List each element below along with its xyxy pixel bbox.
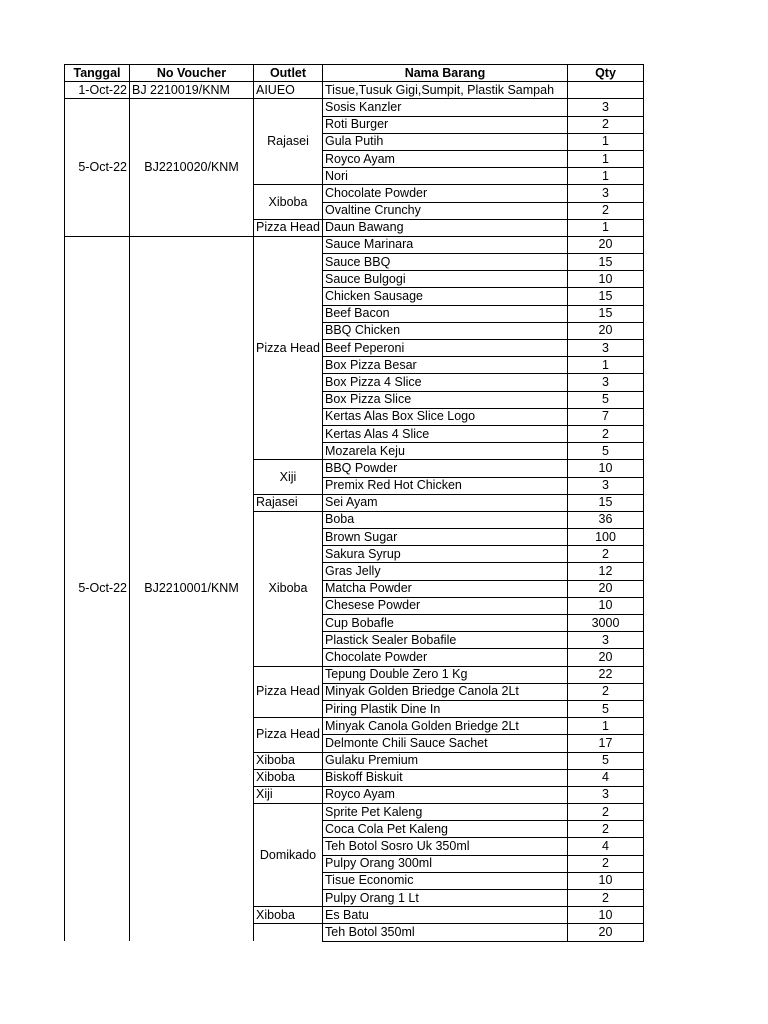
qty-cell: 4 <box>568 769 644 786</box>
item-cell: Tepung Double Zero 1 Kg <box>323 666 568 683</box>
qty-cell: 1 <box>568 219 644 236</box>
qty-cell: 20 <box>568 924 644 941</box>
item-cell: Minyak Golden Briedge Canola 2Lt <box>323 683 568 700</box>
qty-cell: 2 <box>568 202 644 219</box>
item-cell: Royco Ayam <box>323 150 568 167</box>
item-cell: Chocolate Powder <box>323 185 568 202</box>
qty-cell: 20 <box>568 236 644 253</box>
qty-cell: 5 <box>568 752 644 769</box>
qty-cell <box>568 82 644 99</box>
outlet-cell: Xiji <box>254 786 323 803</box>
table-row <box>65 236 644 253</box>
item-cell: Ovaltine Crunchy <box>323 202 568 219</box>
item-cell: Daun Bawang <box>323 219 568 236</box>
item-cell: Sosis Kanzler <box>323 99 568 116</box>
qty-cell: 7 <box>568 408 644 425</box>
outlet-cell <box>254 924 323 941</box>
item-cell: Teh Botol Sosro Uk 350ml <box>323 838 568 855</box>
qty-cell: 1 <box>568 133 644 150</box>
qty-cell: 5 <box>568 700 644 717</box>
outlet-cell: Xiji <box>254 460 323 494</box>
item-cell: Gras Jelly <box>323 563 568 580</box>
item-cell: Chicken Sausage <box>323 288 568 305</box>
outlet-cell: Xiboba <box>254 769 323 786</box>
outlet-cell: Pizza Head <box>254 236 323 459</box>
item-cell: Royco Ayam <box>323 786 568 803</box>
qty-cell: 22 <box>568 666 644 683</box>
outlet-cell: Xiboba <box>254 185 323 219</box>
qty-cell: 20 <box>568 649 644 666</box>
item-cell: Kertas Alas Box Slice Logo <box>323 408 568 425</box>
item-cell: Sei Ayam <box>323 494 568 511</box>
item-cell: Box Pizza 4 Slice <box>323 374 568 391</box>
item-cell: Tisue,Tusuk Gigi,Sumpit, Plastik Sampah <box>323 82 568 99</box>
table-row <box>65 99 644 116</box>
tanggal-cell: 5-Oct-22 <box>65 99 130 237</box>
qty-cell: 2 <box>568 855 644 872</box>
col-header-no-voucher: No Voucher <box>130 65 254 82</box>
qty-cell: 10 <box>568 460 644 477</box>
item-cell: Mozarela Keju <box>323 443 568 460</box>
qty-cell: 36 <box>568 511 644 528</box>
item-cell: Sauce Marinara <box>323 236 568 253</box>
tanggal-cell: 5-Oct-22 <box>65 236 130 941</box>
item-cell: Sauce BBQ <box>323 254 568 271</box>
qty-cell: 3 <box>568 477 644 494</box>
col-header-nama-barang: Nama Barang <box>323 65 568 82</box>
outlet-cell: Pizza Head <box>254 666 323 718</box>
qty-cell: 15 <box>568 288 644 305</box>
qty-cell: 100 <box>568 529 644 546</box>
qty-cell: 2 <box>568 890 644 907</box>
item-cell: Biskoff Biskuit <box>323 769 568 786</box>
qty-cell: 1 <box>568 168 644 185</box>
qty-cell: 10 <box>568 907 644 924</box>
col-header-outlet: Outlet <box>254 65 323 82</box>
outlet-cell: Pizza Head <box>254 219 323 236</box>
item-cell: Beef Bacon <box>323 305 568 322</box>
outlet-cell: Rajasei <box>254 494 323 511</box>
qty-cell: 4 <box>568 838 644 855</box>
item-cell: Matcha Powder <box>323 580 568 597</box>
col-header-qty: Qty <box>568 65 644 82</box>
table-row <box>65 82 644 99</box>
item-cell: Cup Bobafle <box>323 615 568 632</box>
qty-cell: 3000 <box>568 615 644 632</box>
qty-cell: 15 <box>568 494 644 511</box>
qty-cell: 3 <box>568 185 644 202</box>
qty-cell: 3 <box>568 99 644 116</box>
qty-cell: 3 <box>568 632 644 649</box>
col-header-tanggal: Tanggal <box>65 65 130 82</box>
outlet-cell: Xiboba <box>254 752 323 769</box>
item-cell: Box Pizza Besar <box>323 357 568 374</box>
voucher-cell: BJ2210001/KNM <box>130 236 254 941</box>
qty-cell: 10 <box>568 271 644 288</box>
item-cell: Brown Sugar <box>323 529 568 546</box>
item-cell: Pulpy Orang 300ml <box>323 855 568 872</box>
item-cell: Plastick Sealer Bobafile <box>323 632 568 649</box>
item-cell: Sauce Bulgogi <box>323 271 568 288</box>
voucher-table <box>64 64 644 942</box>
qty-cell: 20 <box>568 322 644 339</box>
outlet-cell: Pizza Head <box>254 718 323 752</box>
qty-cell: 3 <box>568 340 644 357</box>
item-cell: Coca Cola Pet Kaleng <box>323 821 568 838</box>
outlet-cell: Xiboba <box>254 511 323 666</box>
item-cell: Box Pizza Slice <box>323 391 568 408</box>
qty-cell: 5 <box>568 391 644 408</box>
qty-cell: 12 <box>568 563 644 580</box>
item-cell: Chocolate Powder <box>323 649 568 666</box>
qty-cell: 2 <box>568 546 644 563</box>
qty-cell: 10 <box>568 597 644 614</box>
outlet-cell: Rajasei <box>254 99 323 185</box>
item-cell: Nori <box>323 168 568 185</box>
item-cell: BBQ Powder <box>323 460 568 477</box>
qty-cell: 15 <box>568 305 644 322</box>
item-cell: Roti Burger <box>323 116 568 133</box>
item-cell: Beef Peperoni <box>323 340 568 357</box>
qty-cell: 3 <box>568 786 644 803</box>
item-cell: Chesese Powder <box>323 597 568 614</box>
item-cell: Minyak Canola Golden Briedge 2Lt <box>323 718 568 735</box>
qty-cell: 10 <box>568 872 644 889</box>
item-cell: Gula Putih <box>323 133 568 150</box>
qty-cell: 1 <box>568 357 644 374</box>
qty-cell: 17 <box>568 735 644 752</box>
qty-cell: 1 <box>568 150 644 167</box>
voucher-cell: BJ2210020/KNM <box>130 99 254 237</box>
voucher-cell: BJ 2210019/KNM <box>130 82 254 99</box>
item-cell: Es Batu <box>323 907 568 924</box>
item-cell: Gulaku Premium <box>323 752 568 769</box>
item-cell: Piring Plastik Dine In <box>323 700 568 717</box>
outlet-cell: Domikado <box>254 804 323 907</box>
tanggal-cell: 1-Oct-22 <box>65 82 130 99</box>
item-cell: Sakura Syrup <box>323 546 568 563</box>
item-cell: Kertas Alas 4 Slice <box>323 425 568 442</box>
qty-cell: 2 <box>568 804 644 821</box>
qty-cell: 20 <box>568 580 644 597</box>
item-cell: Pulpy Orang 1 Lt <box>323 890 568 907</box>
outlet-cell: AIUEO <box>254 82 323 99</box>
qty-cell: 15 <box>568 254 644 271</box>
item-cell: Boba <box>323 511 568 528</box>
qty-cell: 2 <box>568 425 644 442</box>
header-row <box>65 65 644 82</box>
item-cell: BBQ Chicken <box>323 322 568 339</box>
item-cell: Teh Botol 350ml <box>323 924 568 941</box>
qty-cell: 3 <box>568 374 644 391</box>
item-cell: Tisue Economic <box>323 872 568 889</box>
qty-cell: 5 <box>568 443 644 460</box>
qty-cell: 2 <box>568 116 644 133</box>
qty-cell: 2 <box>568 683 644 700</box>
item-cell: Sprite Pet Kaleng <box>323 804 568 821</box>
outlet-cell: Xiboba <box>254 907 323 924</box>
item-cell: Premix Red Hot Chicken <box>323 477 568 494</box>
qty-cell: 1 <box>568 718 644 735</box>
qty-cell: 2 <box>568 821 644 838</box>
item-cell: Delmonte Chili Sauce Sachet <box>323 735 568 752</box>
